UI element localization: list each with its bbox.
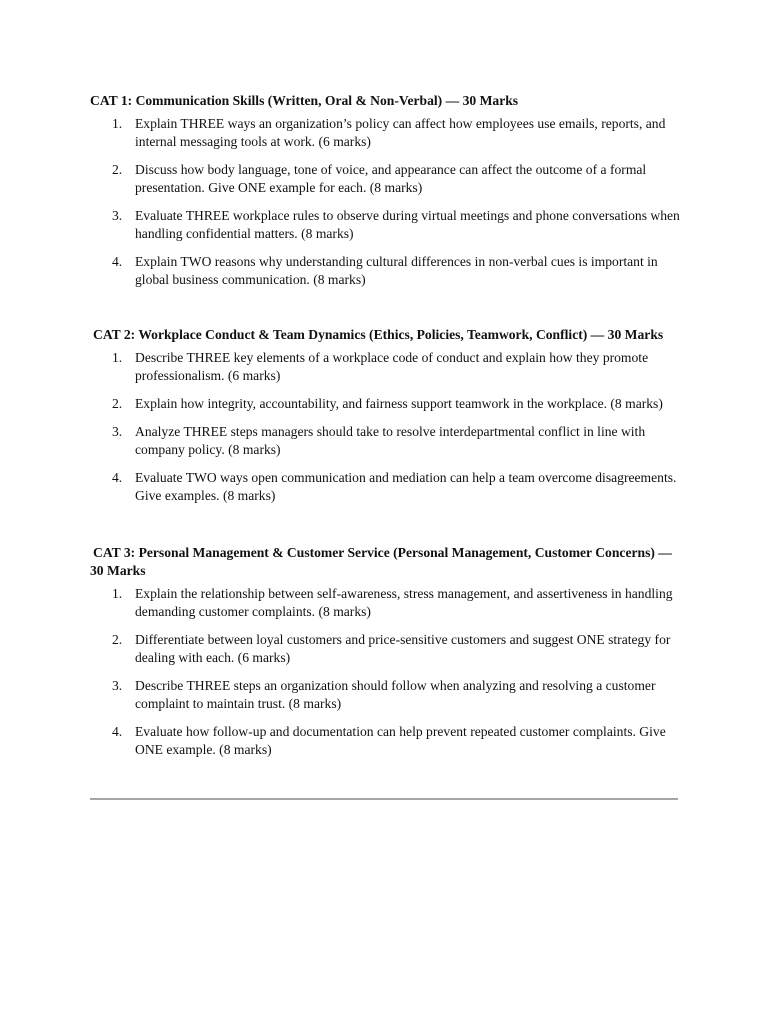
cat-1-title: CAT 1: Communication Skills (Written, Oral & Non-Verbal) — 30 Marks: [90, 93, 519, 108]
item-text: Evaluate TWO ways open communication and mediation can help a team overcome disagreements. Give examples. (8 marks): [135, 470, 677, 503]
item-text: Evaluate THREE workplace rules to observe during virtual meetings and phone conversations when handling confidential matters. (8 marks): [135, 208, 680, 241]
item-text: Explain how integrity, accountability, and fairness support teamwork in the workplace. (8 marks): [135, 396, 663, 411]
item-number: 2.: [112, 396, 123, 411]
item-number: 3.: [112, 208, 123, 223]
item-number: 2.: [112, 632, 123, 647]
horizontal-divider: [90, 798, 678, 800]
item-number: 1.: [112, 586, 123, 601]
item-text: Differentiate between loyal customers and price-sensitive customers and suggest ONE strategy for dealing with each. (6 marks): [135, 632, 671, 665]
document-body: [90, 92, 680, 769]
item-number: 4.: [112, 470, 123, 485]
list-item: [90, 395, 680, 413]
list-item: [90, 115, 680, 151]
cat-3-section: [90, 544, 680, 759]
item-number: 1.: [112, 116, 123, 131]
cat-1-section: [90, 92, 680, 289]
cat-3-question-list: [90, 585, 680, 759]
item-number: 4.: [112, 724, 123, 739]
list-item: [90, 585, 680, 621]
list-item: [90, 677, 680, 713]
list-item: [90, 161, 680, 197]
section-spacer: [90, 515, 680, 544]
item-number: 4.: [112, 254, 123, 269]
cat-2-title: CAT 2: Workplace Conduct & Team Dynamics (Ethics, Policies, Teamwork, Conflict) — 30 Marks: [93, 327, 664, 342]
list-item: [90, 631, 680, 667]
cat-3-title: CAT 3: Personal Management & Customer Service (Personal Management, Customer Concerns) — 30 Marks: [90, 545, 672, 578]
list-item: [90, 469, 680, 505]
item-text: Discuss how body language, tone of voice, and appearance can affect the outcome of a formal presentation. Give ONE example for each. (8 marks): [135, 162, 647, 195]
item-number: 2.: [112, 162, 123, 177]
item-number: 3.: [112, 678, 123, 693]
item-text: Explain THREE ways an organization’s policy can affect how employees use emails, reports, and internal messaging tools at work. (6 marks): [135, 116, 666, 149]
item-number: 3.: [112, 424, 123, 439]
item-text: Analyze THREE steps managers should take to resolve interdepartmental conflict in line with company policy. (8 marks): [135, 424, 646, 457]
item-text: Explain TWO reasons why understanding cultural differences in non-verbal cues is important in global business communication. (8 marks): [135, 254, 658, 287]
list-item: [90, 349, 680, 385]
item-number: 1.: [112, 350, 123, 365]
item-text: Describe THREE steps an organization should follow when analyzing and resolving a customer complaint to maintain trust. (8 marks): [135, 678, 656, 711]
item-text: Explain the relationship between self-awareness, stress management, and assertiveness in handling demanding customer complaints. (8 marks): [135, 586, 673, 619]
section-spacer: [90, 299, 680, 326]
cat-1-question-list: [90, 115, 680, 289]
list-item: [90, 207, 680, 243]
list-item: [90, 723, 680, 759]
cat-2-question-list: [90, 349, 680, 505]
list-item: [90, 423, 680, 459]
cat-2-section: [90, 326, 680, 505]
list-item: [90, 253, 680, 289]
item-text: Describe THREE key elements of a workplace code of conduct and explain how they promote professionalism. (6 marks): [135, 350, 649, 383]
item-text: Evaluate how follow-up and documentation can help prevent repeated customer complaints. Give ONE example. (8 marks): [135, 724, 666, 757]
